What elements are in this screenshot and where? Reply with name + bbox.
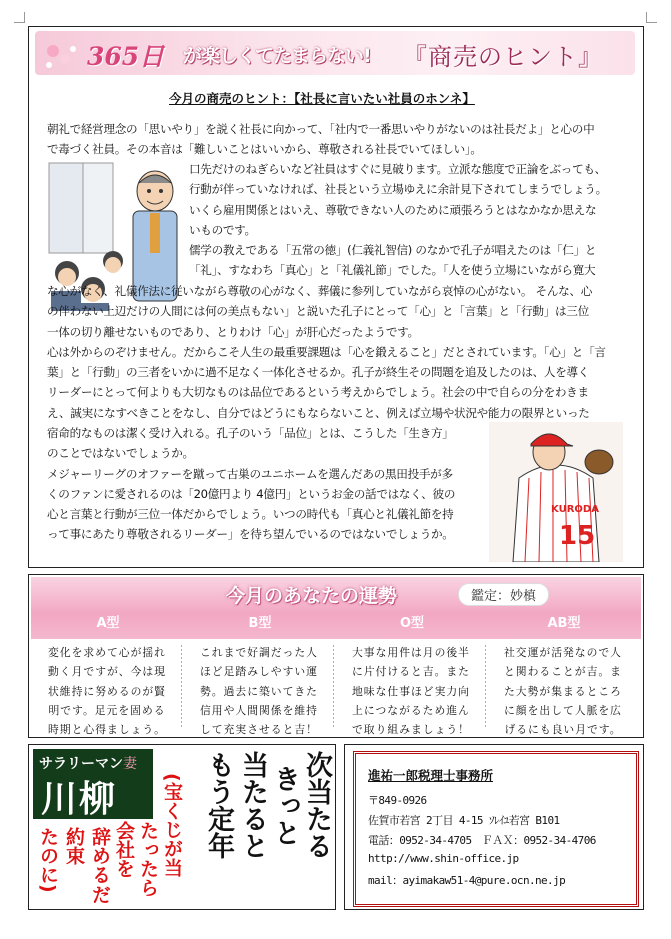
column-divider: [181, 645, 182, 727]
office-address: 佐賀市若宮 2丁目 4-15 ｿﾚｲﾕ若宮 B101: [368, 814, 560, 827]
office-section: [344, 744, 644, 910]
text-line: して充実させると吉！: [200, 723, 318, 737]
verse-line: 次当たる: [301, 751, 332, 859]
text-line: 時期と心得ましょう。: [48, 723, 166, 737]
banner-365: 365日: [87, 42, 165, 71]
text-line: と関わることが吉。ま: [504, 665, 622, 679]
column-divider: [333, 645, 334, 727]
office-zip: 〒849-0926: [368, 794, 427, 807]
text-line: た大勢が集まるところ: [504, 684, 622, 698]
hint-heading: 今月の商売のヒント：【社長に言いたい社員のホンネ】: [169, 91, 475, 106]
badge-accent-text: 妻: [123, 756, 137, 772]
office-phone: 電話：0952-34-4705 ＦＡＸ：0952-34-4706: [368, 834, 596, 847]
text-line: 勢。過去に築いてきた: [200, 684, 318, 698]
text-line: のことではないでしょうか。: [47, 446, 194, 461]
text-line: 口先だけのねぎらいなど社員はすぐに見破ります。立派な態度で正論をぶっても、: [189, 162, 606, 176]
senryu-badge: [33, 749, 153, 819]
verse-line: 当たると: [237, 751, 268, 859]
fortune-text-b: [195, 643, 323, 739]
text-line: 行動が伴っていなければ、社長という立場ゆえに余計見下されてしまうでしょう。: [189, 182, 607, 197]
crop-mark: [14, 12, 25, 23]
verse-line: もう定年: [203, 751, 234, 859]
text-line: え、誠実になすべきことをなし、自分ではどうにもならないこと、例えば立場や状況や能力の限界といった: [47, 405, 590, 420]
text-line: 信用や人間関係を維持: [200, 703, 318, 717]
verse-note-line: だ: [89, 885, 111, 904]
fortune-text-a: [43, 643, 171, 739]
text-line: 心と言葉と行動が三位一体だからでしょう。いつの時代も「真心と礼儀礼節を持: [47, 507, 454, 522]
senryu-section: [28, 744, 336, 910]
column-divider: [485, 645, 486, 727]
text-line: 葉」と「行動」の三者をいかに過不足なく一体化させるか。孔子が終生その問題を追及したのは、人を導く: [47, 365, 590, 380]
text-line: リーダーにとって何よりも大切なものは品位であるという考えからでしょう。社会の中で自らの分をわきま: [47, 385, 589, 400]
blood-type-label: B型: [248, 616, 272, 631]
banner-title: 『商売のヒント』: [403, 43, 603, 71]
flower-decoration-icon: [43, 41, 81, 71]
blood-type-label: A型: [96, 616, 120, 631]
senryu-badge-top: [39, 753, 137, 773]
blood-type-label: O型: [399, 616, 425, 631]
text-line: これまで好調だった人: [200, 646, 318, 659]
text-line: いものです。: [189, 222, 256, 237]
blood-type-tab: [185, 613, 335, 637]
text-line: 朝礼で経営理念の「思いやり」を説く社長に向かって、「社内で一番思いやりがないのは社長だよ」と心の中: [47, 122, 595, 136]
text-line: メジャーリーグのオファーを蹴って古巣のユニホームを選んだあの黒田投手が多: [47, 466, 453, 481]
office-card: [353, 751, 639, 907]
fortune-title: 今月のあなたの運勢: [226, 585, 398, 607]
text-line: 変化を求めて心が揺れ: [48, 646, 166, 659]
text-line: 宿命的なものは潔く受け入れる。孔子のいう「品位」とは、こうした「生き方」: [47, 426, 454, 440]
pitcher-icon: [489, 422, 623, 562]
text-line: 地味な仕事ほど実力向: [352, 684, 470, 698]
fortune-banner: [31, 577, 641, 639]
hint-paragraph: [189, 159, 607, 281]
text-line: に片付けると吉。また: [352, 665, 470, 679]
badge-top-text: サラリーマン: [39, 756, 123, 772]
jersey-number: 15: [559, 521, 596, 551]
jersey-name: KURODA: [551, 504, 599, 515]
hint-paragraph: [47, 119, 594, 160]
text-line: の伴わない上辺だけの人間には何の美点もない」と説いた孔子にとって「心」と「言葉」と「行動」は三位: [47, 304, 589, 319]
verse-note-line: 約束: [63, 827, 85, 865]
text-line: 「礼」、すなわち「真心」と「礼儀礼節」でした。「人を使う立場にいながら寛大: [189, 263, 596, 278]
text-line: くのファンに愛されるのは「20億円より 4億円」というお金の話ではなく、彼の: [47, 486, 456, 501]
text-line: いくら雇用関係とはいえ、尊敬できない人のために頑張ろうとはなかなか思えな: [189, 202, 597, 217]
text-line: 上につながるため進ん: [352, 703, 470, 717]
text-line: 明です。足元を固める: [48, 703, 166, 717]
text-line: 大事な用件は月の後半: [352, 646, 470, 659]
verse-note-line: (宝くじが当: [161, 773, 183, 877]
office-name: 進祐一郎税理士事務所: [368, 768, 494, 783]
verse-note-line: たったら: [137, 821, 159, 897]
text-line: 心は外からのぞけません。だからこそ人生の最重要課題は「心を鍛えること」だとされています。「心」と「言: [47, 344, 606, 359]
text-line: 状維持に努めるのが賢: [48, 684, 166, 698]
senryu-badge-main: 川柳: [41, 778, 118, 820]
fortune-text-ab: [499, 643, 627, 739]
blood-type-tab: [337, 613, 487, 637]
blood-type-label: AB型: [547, 616, 581, 631]
verse-note-line: 辞める: [89, 827, 111, 884]
text-line: 動く月ですが、今は現: [48, 665, 166, 679]
text-line: 社交運が活発なので人: [504, 646, 622, 659]
text-line: に顔を出して人脈を広: [504, 703, 622, 717]
text-line: 一体の切り離せないものであり、とりわけ「心」が肝心だったようです。: [47, 324, 419, 339]
verse-line: きっと: [269, 765, 300, 846]
text-line: げるにも良い月です。: [504, 723, 622, 737]
text-line: 儒学の教えである「五常の徳」(仁義礼智信) のなかで孔子が唱えたのは「仁」と: [189, 243, 597, 258]
banner-tagline: が楽しくてたまらない!: [183, 45, 371, 67]
blood-type-tab: [33, 613, 183, 637]
hint-paragraph: [47, 423, 455, 545]
text-line: で取り組みましょう！: [352, 723, 470, 737]
fortune-section: [28, 574, 644, 738]
verse-note-line: 会社を: [113, 821, 135, 878]
hint-banner: [35, 31, 635, 75]
text-line: な心がなく、礼儀作法に従いながら尊敬の心がなく、葬儀に参列していながら哀悼の心がない。 そんな、心: [47, 284, 593, 298]
fortune-text-o: [347, 643, 475, 739]
verse-note-line: たのに): [37, 827, 59, 893]
fortune-reader: 鑑定：妙槙: [458, 583, 549, 606]
business-hint-section: [28, 26, 644, 568]
pitcher-illustration: [489, 422, 623, 562]
text-line: で毒づく社員。その本音は「難しいことはいいから、尊敬される社長でいてほしい」。: [47, 142, 482, 157]
blood-type-tab: [489, 613, 639, 637]
text-line: ほど足踏みしやすい運: [200, 665, 318, 679]
text-line: って事にあたり尊敬されるリーダー」を待ち望んでいるのではないでしょうか。: [47, 527, 454, 542]
office-email[interactable]: mail：ayimakaw51-4@pure.ocn.ne.jp: [368, 874, 566, 887]
crop-mark: [646, 12, 657, 23]
hint-paragraph: [47, 281, 606, 423]
office-url[interactable]: http://www.shin-office.jp: [368, 852, 519, 865]
